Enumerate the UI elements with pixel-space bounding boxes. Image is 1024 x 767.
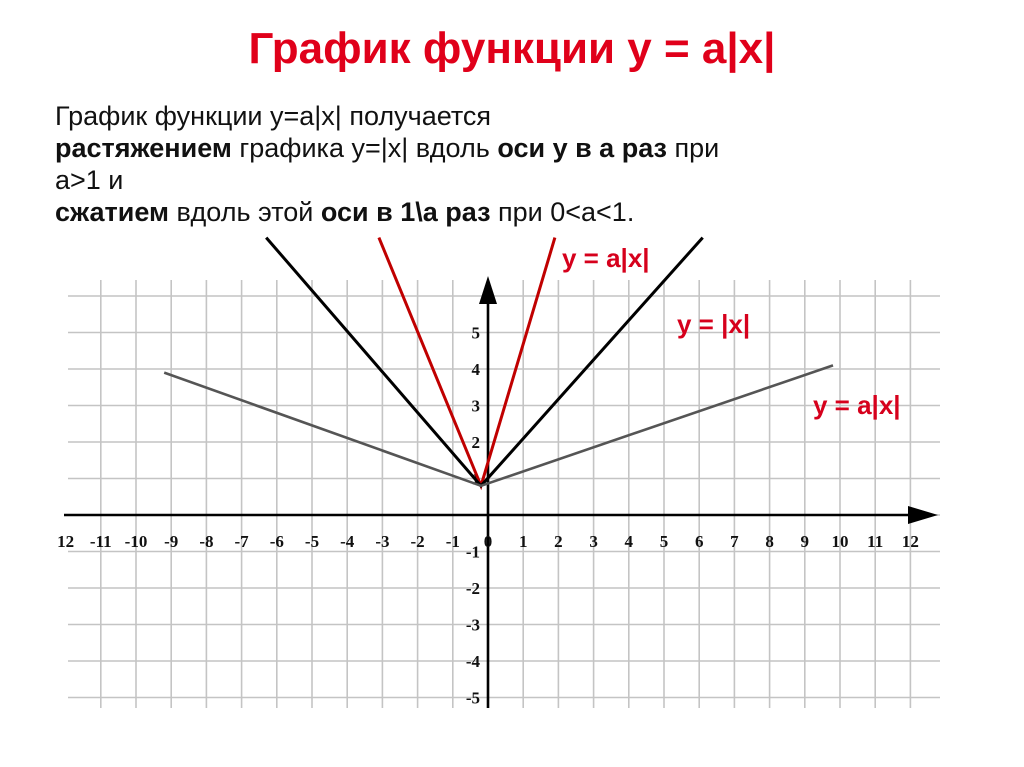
bold-compression: сжатием	[55, 197, 169, 227]
x-axis-arrow	[908, 506, 938, 524]
bold-axis-y: оси y в a раз	[497, 133, 667, 163]
x-tick-label: -1	[445, 532, 460, 551]
description-line-3: a>1 и	[55, 165, 124, 195]
x-tick-label: -11	[89, 532, 112, 551]
x-tick-label: -5	[304, 532, 320, 551]
y-tick-label: -2	[465, 579, 480, 598]
function-labels	[562, 243, 901, 420]
x-tick-label: -3	[375, 532, 390, 551]
y-tick-label: 2	[471, 433, 480, 452]
x-tick-label: -6	[269, 532, 284, 551]
axes	[64, 276, 938, 708]
x-tick-label: -4	[340, 532, 355, 551]
x-tick-label: 12	[57, 532, 75, 551]
y-tick-label: 5	[471, 323, 480, 343]
x-tick-label: -8	[199, 532, 214, 551]
x-tick-label: 0	[483, 532, 493, 551]
x-tick-label: 4	[624, 532, 634, 551]
x-tick-label: 12	[901, 532, 919, 551]
slide-title: График функции y = a|x|	[248, 24, 776, 73]
text-segment: вдоль этой	[168, 197, 321, 227]
x-tick-label: -7	[234, 532, 249, 551]
y-tick-label: 4	[471, 360, 480, 379]
description-line-1: График функции y=a|x| получается	[55, 101, 492, 131]
x-tick-label: 7	[730, 532, 739, 551]
x-tick-label: 2	[554, 532, 563, 551]
x-tick-label: 1	[518, 532, 528, 551]
bold-axis-factor: оси в 1\a раз	[320, 197, 491, 227]
x-tick-label: 5	[659, 532, 669, 551]
x-tick-label: 6	[694, 532, 704, 551]
series-line-2	[266, 238, 703, 486]
function-label-1: y = a|x|	[562, 243, 650, 273]
x-tick-label: 8	[765, 532, 774, 551]
x-tick-label: 9	[800, 532, 810, 551]
x-tick-label: -2	[410, 532, 425, 551]
y-tick-label: 3	[471, 396, 480, 416]
text-segment: при 0<a<1.	[490, 197, 635, 227]
x-tick-label: 10	[831, 532, 849, 551]
y-axis-arrow	[479, 276, 497, 304]
y-tick-label: -4	[465, 652, 480, 671]
y-tick-label: -1	[465, 542, 480, 562]
y-tick-label: 1	[471, 469, 480, 489]
grid	[68, 280, 940, 708]
text-segment: графика y=|x| вдоль	[231, 133, 498, 163]
series-line-1	[379, 238, 555, 486]
y-tick-label: -3	[465, 615, 480, 635]
x-tick-label: 11	[867, 532, 884, 551]
function-lines	[164, 238, 833, 486]
x-tick-label: -10	[124, 532, 148, 551]
function-label-2: y = |x|	[677, 309, 751, 339]
x-tick-label: -9	[164, 532, 179, 551]
y-tick-label: -5	[465, 688, 480, 708]
bold-stretching: растяжением	[55, 133, 232, 163]
text-segment: при	[666, 133, 720, 163]
x-tick-label: 3	[589, 532, 598, 551]
function-label-3: y = a|x|	[813, 390, 901, 420]
